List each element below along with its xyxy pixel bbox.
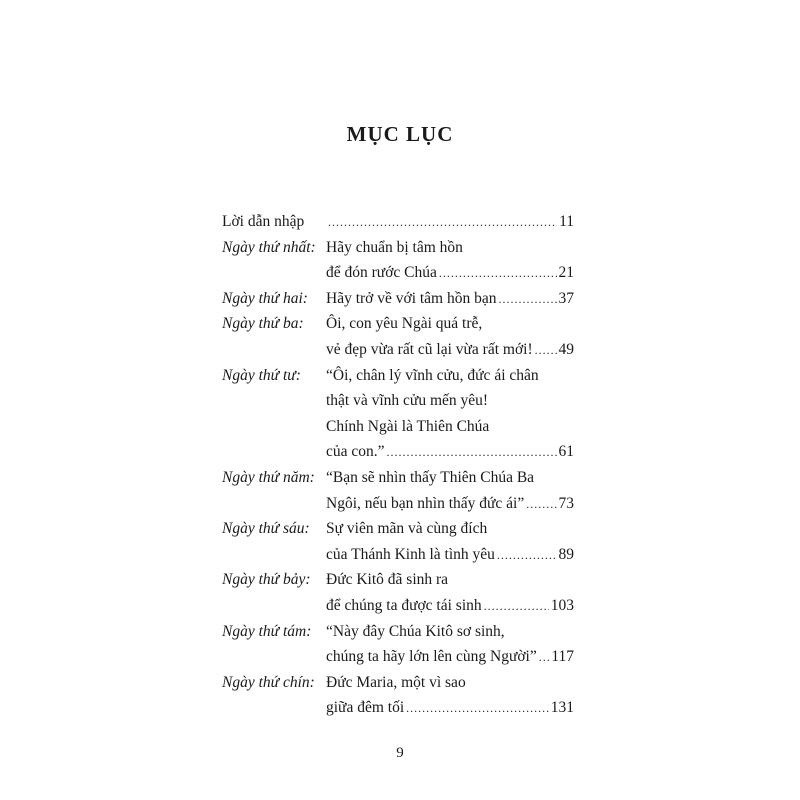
toc-line <box>222 414 574 440</box>
toc-entry-text <box>326 209 574 236</box>
toc-page-number: 61 <box>558 443 574 461</box>
toc-entry-label: Ngày thứ tám: <box>222 622 312 640</box>
toc-page-number: 89 <box>558 545 574 563</box>
toc-entry-title: “Này đây Chúa Kitô sơ sinh, <box>326 622 505 640</box>
toc-entry-title: vẻ đẹp vừa rất cũ lại vừa rất mới! <box>326 340 533 358</box>
dot-leader <box>387 440 557 466</box>
toc-page-number: 49 <box>558 340 574 358</box>
toc-page-number: 131 <box>550 699 574 717</box>
toc-entry-label: Lời dẫn nhập <box>222 213 305 230</box>
toc-page-number: 103 <box>550 596 574 614</box>
toc-entry-text <box>326 516 574 542</box>
toc-page-number: 37 <box>558 289 574 307</box>
toc-line <box>222 695 574 721</box>
toc-entry-title: để chúng ta được tái sinh <box>326 596 482 614</box>
toc-entry-label: Ngày thứ ba: <box>222 315 304 333</box>
toc-line <box>222 619 574 645</box>
toc-entry-title: “Bạn sẽ nhìn thấy Thiên Chúa Ba <box>326 468 535 486</box>
toc-line <box>222 209 574 235</box>
toc-entry-label: Ngày thứ chín: <box>222 673 315 691</box>
toc-entry-label: Ngày thứ hai: <box>222 289 308 307</box>
toc-line <box>222 286 574 312</box>
toc-entry-title: Ôi, con yêu Ngài quá trễ, <box>326 315 483 333</box>
toc-entry-label: Ngày thứ sáu: <box>222 520 310 538</box>
dot-leader <box>328 210 557 236</box>
dot-leader <box>499 287 557 313</box>
toc-entry-title: của Thánh Kinh là tình yêu <box>326 545 495 563</box>
toc-page-number: 117 <box>551 648 574 666</box>
toc-entry-title: của con.” <box>326 443 385 461</box>
toc-entry-text <box>326 491 574 518</box>
toc-entry-text <box>326 337 574 364</box>
toc-page-number: 21 <box>558 264 574 282</box>
toc-entry-title: Đức Kitô đã sinh ra <box>326 571 449 589</box>
toc-entry-title: để đón rước Chúa <box>326 264 437 282</box>
toc-entry-title: Ngôi, nếu bạn nhìn thấy đức ái” <box>326 494 525 512</box>
toc-entry-text <box>326 286 574 313</box>
toc-entry-label: Ngày thứ tư: <box>222 366 301 384</box>
toc-line <box>222 516 574 542</box>
toc-line <box>222 567 574 593</box>
toc-line <box>222 260 574 286</box>
toc-entry-text <box>326 414 574 440</box>
table-of-contents <box>222 209 574 721</box>
toc-entry-label: Ngày thứ năm: <box>222 468 315 486</box>
toc-entry-title: Đức Maria, một vì sao <box>326 673 466 691</box>
toc-entry-label: Ngày thứ bảy: <box>222 571 311 589</box>
toc-line <box>222 465 574 491</box>
dot-leader <box>439 261 557 287</box>
toc-entry-text <box>326 695 574 722</box>
toc-entry-title: Hãy trở về với tâm hồn bạn <box>326 289 497 307</box>
toc-line <box>222 311 574 337</box>
toc-entry-title: “Ôi, chân lý vĩnh cửu, đức ái chân <box>326 366 539 384</box>
dot-leader <box>406 696 549 722</box>
toc-line <box>222 388 574 414</box>
toc-line <box>222 439 574 465</box>
toc-entry-text <box>326 670 574 696</box>
dot-leader <box>539 645 550 671</box>
toc-page-number: 11 <box>559 213 574 230</box>
dot-leader <box>535 338 557 364</box>
toc-entry-text <box>326 593 574 620</box>
toc-entry-title: Hãy chuẩn bị tâm hồn <box>326 238 463 256</box>
toc-line <box>222 235 574 261</box>
toc-entry-text <box>326 644 574 671</box>
toc-page-number: 73 <box>558 494 574 512</box>
toc-entry-text <box>326 260 574 287</box>
toc-entry-title: Sự viên mãn và cùng đích <box>326 520 488 538</box>
toc-entry-label: Ngày thứ nhất: <box>222 238 316 256</box>
dot-leader <box>484 594 549 620</box>
toc-entry-title: giữa đêm tối <box>326 699 405 717</box>
dot-leader <box>497 543 557 569</box>
toc-entry-title: chúng ta hãy lớn lên cùng Người” <box>326 648 537 666</box>
toc-entry-text <box>326 363 574 389</box>
page-number: 9 <box>396 745 404 761</box>
toc-entry-text <box>326 465 574 491</box>
toc-line <box>222 670 574 696</box>
toc-entry-text <box>326 388 574 414</box>
dot-leader <box>526 492 556 518</box>
toc-line <box>222 542 574 568</box>
toc-entry-text <box>326 439 574 466</box>
toc-line <box>222 363 574 389</box>
toc-entry-text <box>326 567 574 593</box>
toc-entry-text <box>326 542 574 569</box>
toc-line <box>222 593 574 619</box>
toc-line <box>222 644 574 670</box>
toc-entry-text <box>326 311 574 337</box>
toc-line <box>222 491 574 517</box>
toc-entry-text <box>326 235 574 261</box>
toc-line <box>222 337 574 363</box>
toc-entry-title: thật và vĩnh cửu mến yêu! <box>326 392 489 410</box>
page-title: MỤC LỤC <box>346 122 454 146</box>
toc-entry-text <box>326 619 574 645</box>
toc-entry-title: Chính Ngài là Thiên Chúa <box>326 417 490 435</box>
